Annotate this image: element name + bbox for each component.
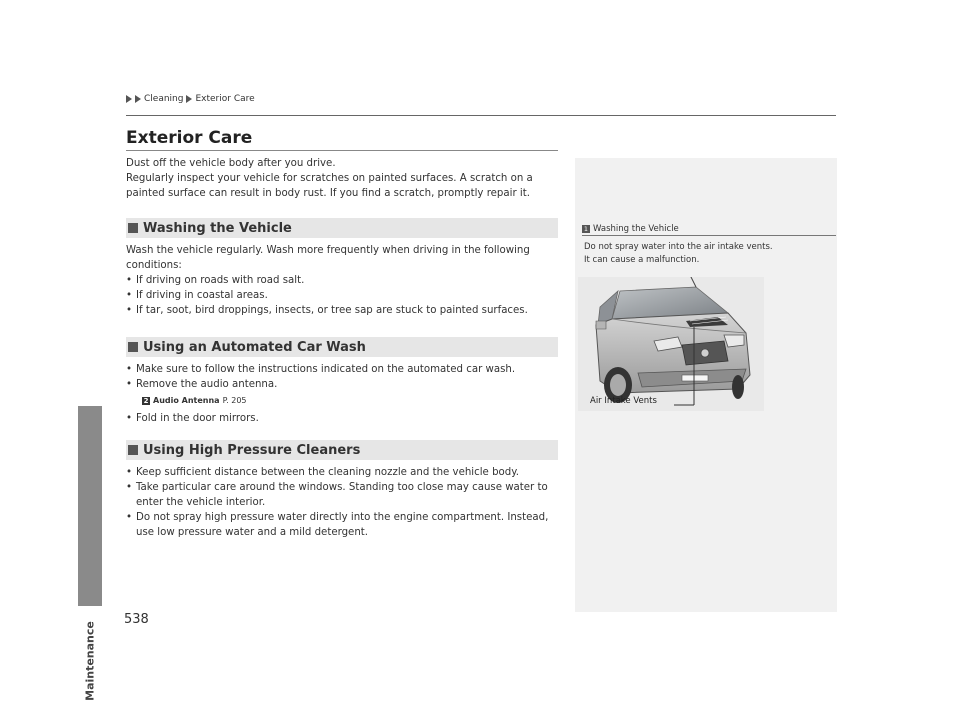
car-illustration <box>578 277 764 411</box>
page-title: Exterior Care <box>126 128 253 148</box>
list-item: • Keep sufficient distance between the cleaning nozzle and the vehicle body. <box>126 467 520 478</box>
breadcrumb <box>126 94 255 104</box>
note-marker-icon: 1 <box>583 225 589 233</box>
list-item: • Make sure to follow the instructions indicated on the automated car wash. <box>126 364 516 375</box>
section-heading-washing: Washing the Vehicle <box>126 218 558 238</box>
note-title: 1 Washing the Vehicle <box>583 224 679 234</box>
section-heading-automated: Using an Automated Car Wash <box>126 337 558 357</box>
list-item: • Fold in the door mirrors. <box>126 413 259 424</box>
header-rule <box>126 115 836 116</box>
list-item: • If driving on roads with road salt. <box>126 275 305 286</box>
list-item: • Remove the audio antenna. <box>126 379 278 390</box>
breadcrumb-arrow-icon <box>186 95 192 103</box>
automated-content <box>126 362 558 426</box>
list-item: • If driving in coastal areas. <box>126 290 268 301</box>
pressure-content <box>126 465 558 540</box>
list-item: • Take particular care around the windows. Standing too close may cause water to enter the vehicle interior. <box>126 482 548 508</box>
reference-arrow-icon: 2 <box>143 396 149 405</box>
section-heading-pressure: Using High Pressure Cleaners <box>126 440 558 460</box>
car-front-icon <box>578 277 764 411</box>
section-square-icon <box>128 342 138 352</box>
section-square-icon <box>128 445 138 455</box>
note-body: Do not spray water into the air intake vents. It can cause a malfunction. <box>584 242 773 265</box>
title-rule <box>126 150 558 151</box>
list-item: • Do not spray high pressure water directly into the engine compartment. Instead, use low pressure water and a mild detergent. <box>126 512 549 538</box>
washing-content: Wash the vehicle regularly. Wash more frequently when driving in the following conditions: • If driving on roads with road salt. • If driving in coastal areas. • If tar, soot, bird droppings, insects, or tree sap are stuck to painted surfaces. <box>126 243 558 318</box>
breadcrumb-arrow-icon <box>126 95 132 103</box>
section-tab-marker <box>78 406 102 606</box>
page-number: 538 <box>124 612 149 627</box>
intro-paragraph: Dust off the vehicle body after you drive. Regularly inspect your vehicle for scratches on painted surfaces. A scratch on a painted surface can result in body rust. If you find a scratch, promptly repair it. <box>126 158 533 199</box>
list-item: • If tar, soot, bird droppings, insects, or tree sap are stuck to painted surfaces. <box>126 305 528 316</box>
cross-reference-link[interactable]: 2 Audio Antenna P. 205 <box>143 396 247 405</box>
section-tab-label: Maintenance <box>83 621 97 701</box>
note-rule <box>582 235 836 236</box>
section-square-icon <box>128 223 138 233</box>
breadcrumb-arrow-icon <box>135 95 141 103</box>
breadcrumb-item-exterior-care: Exterior Care <box>195 94 255 104</box>
breadcrumb-item-cleaning: Cleaning <box>144 94 184 104</box>
figure-callout-label: Air Intake Vents <box>590 396 657 406</box>
